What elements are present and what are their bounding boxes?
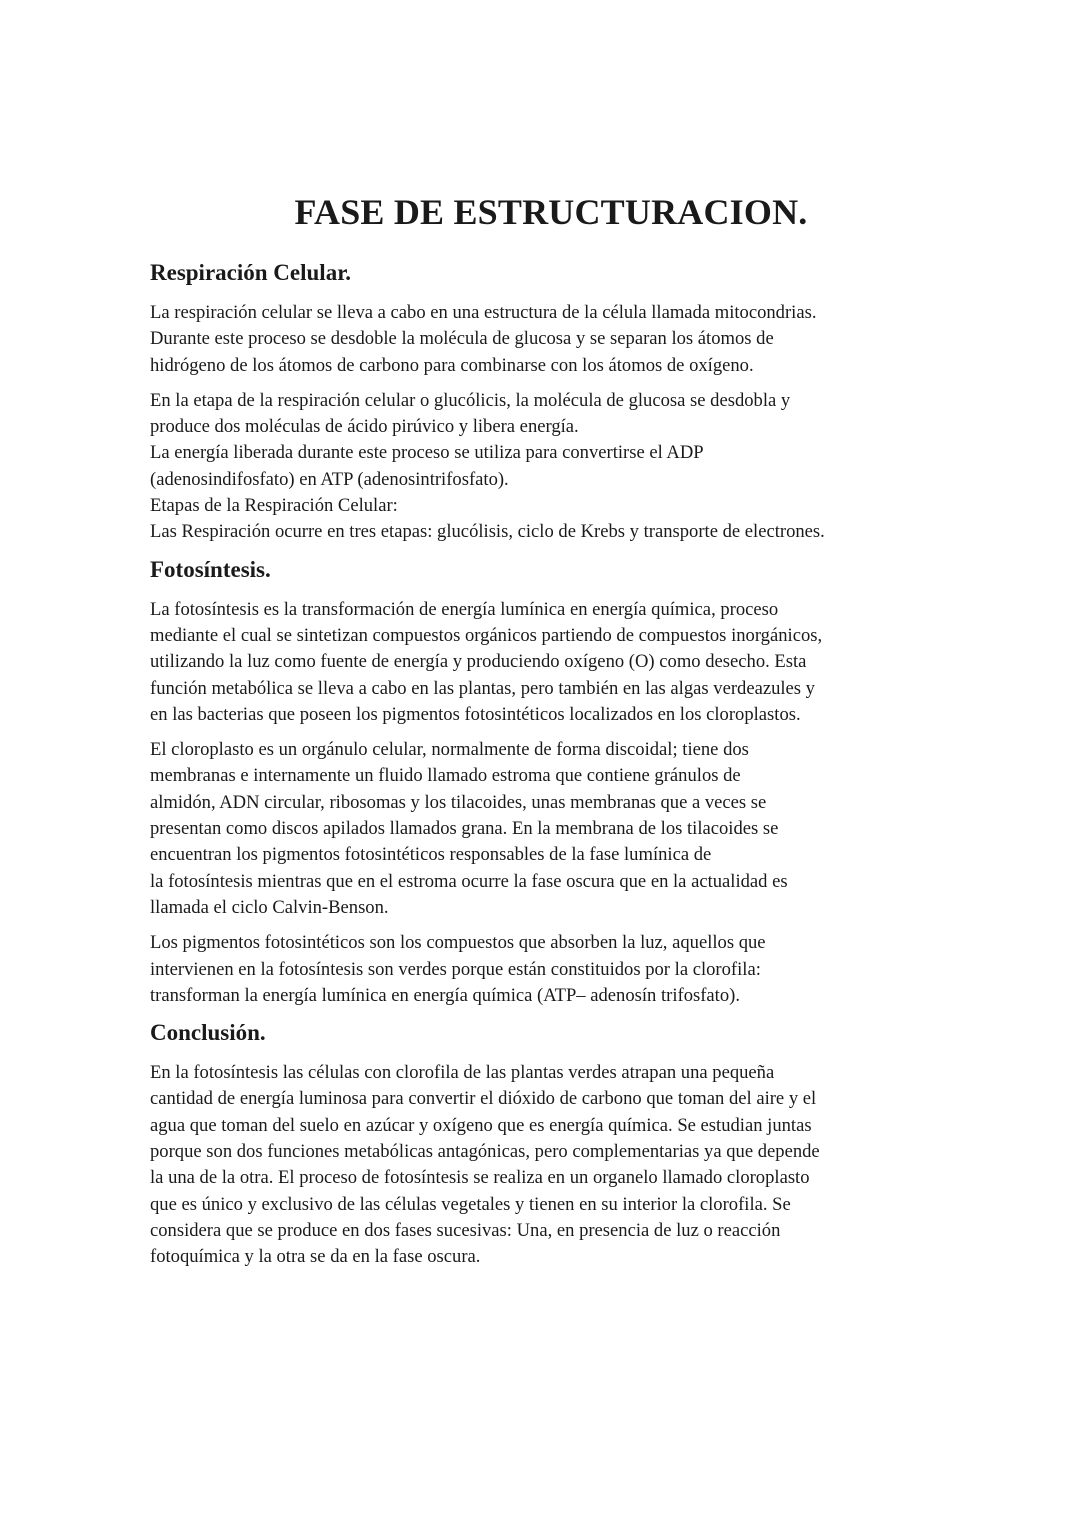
text-line: función metabólica se lleva a cabo en las plantas, pero también en las algas verdeazules y [150, 677, 815, 699]
text-line: la una de la otra. El proceso de fotosíntesis se realiza en un organelo llamado cloroplasto [150, 1167, 810, 1189]
section-heading: Conclusión. [150, 1020, 266, 1046]
text-line: agua que toman del suelo en azúcar y oxígeno que es energía química. Se estudian juntas [150, 1114, 812, 1136]
text-line: La respiración celular se lleva a cabo en una estructura de la célula llamada mitocondrias. [150, 302, 817, 323]
text-line: que es único y exclusivo de las células vegetales y tienen en su interior la clorofila. Se [150, 1193, 791, 1215]
text-line: (adenosindifosfato) en ATP (adenosintrifosfato). [150, 468, 509, 490]
text-line: presentan como discos apilados llamados grana. En la membrana de los tilacoides se [150, 818, 779, 840]
text-line: cantidad de energía luminosa para convertir el dióxido de carbono que toman del aire y el [150, 1088, 817, 1110]
text-line: En la etapa de la respiración celular o glucólicis, la molécula de glucosa se desdobla y [150, 389, 791, 411]
text-line: la fotosíntesis mientras que en el estroma ocurre la fase oscura que en la actualidad es [150, 870, 788, 892]
text-line: El cloroplasto es un orgánulo celular, normalmente de forma discoidal; tiene dos [150, 739, 749, 761]
text-line: fotoquímica y la otra se da en la fase oscura. [150, 1246, 481, 1268]
text-line: en las bacterias que poseen los pigmentos fotosintéticos localizados en los cloroplastos. [150, 703, 801, 725]
text-line: Durante este proceso se desdoble la molécula de glucosa y se separan los átomos de [150, 328, 774, 350]
section-respiracion [150, 258, 940, 546]
text-line: transforman la energía lumínica en energía química (ATP– adenosín trifosfato). [150, 984, 740, 1006]
text-line: intervienen en la fotosíntesis son verdes porque están constituidos por la clorofila: [150, 958, 761, 980]
text-line: La energía liberada durante este proceso se utiliza para convertirse el ADP [150, 442, 704, 464]
section-fotosintesis [150, 555, 940, 1009]
paragraph [150, 1060, 940, 1270]
text-line: Las Respiración ocurre en tres etapas: glucólisis, ciclo de Krebs y transporte de electrones. [150, 521, 825, 543]
text-line: almidón, ADN circular, ribosomas y los tilacoides, unas membranas que a veces se [150, 791, 767, 813]
text-line: considera que se produce en dos fases sucesivas: Una, en presencia de luz o reacción [150, 1219, 781, 1241]
text-line: llamada el ciclo Calvin-Benson. [150, 896, 389, 918]
text-line: encuentran los pigmentos fotosintéticos responsables de la fase lumínica de [150, 844, 712, 866]
text-line: En la fotosíntesis las células con clorofila de las plantas verdes atrapan una pequeña [150, 1062, 775, 1084]
paragraph [150, 930, 940, 1009]
paragraph [150, 737, 940, 921]
paragraph [150, 388, 940, 546]
section-conclusion [150, 1018, 940, 1270]
text-line: Etapas de la Respiración Celular: [150, 495, 398, 517]
paragraph [150, 597, 940, 728]
paragraph [150, 300, 940, 379]
section-heading: Fotosíntesis. [150, 556, 271, 582]
section-heading: Respiración Celular. [150, 260, 352, 285]
text-line: utilizando la luz como fuente de energía y produciendo oxígeno (O) como desecho. Esta [150, 651, 807, 673]
text-line: porque son dos funciones metabólicas antagónicas, pero complementarias ya que depende [150, 1141, 820, 1163]
text-line: membranas e internamente un fluido llamado estroma que contiene gránulos de [150, 765, 741, 787]
document-page [150, 190, 940, 1280]
text-line: produce dos moléculas de ácido pirúvico y libera energía. [150, 416, 579, 438]
text-line: Los pigmentos fotosintéticos son los compuestos que absorben la luz, aquellos que [150, 932, 766, 954]
text-line: hidrógeno de los átomos de carbono para combinarse con los átomos de oxígeno. [150, 354, 754, 376]
page-title: FASE DE ESTRUCTURACION. [294, 192, 808, 232]
text-line: mediante el cual se sintetizan compuestos orgánicos partiendo de compuestos inorgánicos, [150, 624, 823, 646]
text-line: La fotosíntesis es la transformación de energía lumínica en energía química, proceso [150, 598, 779, 620]
